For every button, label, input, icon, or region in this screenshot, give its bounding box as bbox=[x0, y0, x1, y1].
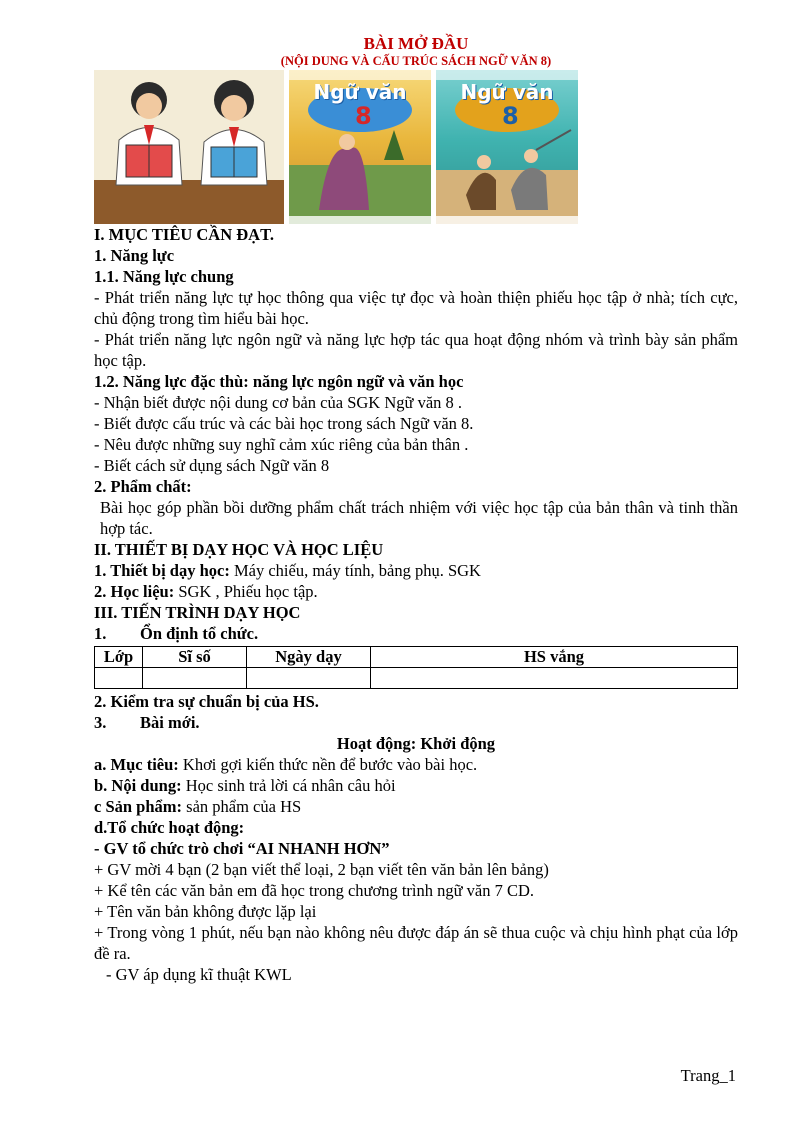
table-header-cell: Sĩ số bbox=[143, 647, 247, 668]
label: b. Nội dung: bbox=[94, 776, 182, 795]
table-row bbox=[95, 668, 738, 689]
table-cell bbox=[247, 668, 371, 689]
cover-number: 8 bbox=[502, 102, 519, 130]
section-heading: I. MỤC TIÊU CẦN ĐẠT. bbox=[94, 225, 274, 244]
paragraph: - GV áp dụng kĩ thuật KWL bbox=[106, 965, 292, 984]
subsection-heading: - GV tổ chức trò chơi “AI NHANH HƠN” bbox=[94, 839, 390, 858]
paragraph: - Phát triển năng lực tự học thông qua việc tự đọc và hoàn thiện phiếu học tập ở nhà; tích cực, chủ động trong tìm hiểu bài học. bbox=[94, 288, 738, 328]
header-images bbox=[94, 70, 738, 224]
item-number: 3. bbox=[94, 713, 107, 732]
paragraph: - Nhận biết được nội dung cơ bản của SGK Ngữ văn 8 . bbox=[94, 393, 463, 412]
section-heading: II. THIẾT BỊ DẠY HỌC VÀ HỌC LIỆU bbox=[94, 540, 384, 559]
item-text: Bài mới. bbox=[140, 713, 200, 732]
subsection-heading: 2. Kiểm tra sự chuẩn bị của HS. bbox=[94, 692, 319, 711]
activity-title: Hoạt động: Khởi động bbox=[336, 734, 496, 753]
section-heading: III. TIẾN TRÌNH DẠY HỌC bbox=[94, 603, 301, 622]
paragraph: + Trong vòng 1 phút, nếu bạn nào không nêu được đáp án sẽ thua cuộc và chịu hình phạt của lớp đề ra. bbox=[94, 923, 738, 963]
textbook-cover-volume-1 bbox=[289, 70, 431, 224]
subsection-heading: 2. Phẩm chất: bbox=[94, 477, 192, 496]
label: 2. Học liệu: bbox=[94, 582, 175, 601]
item-number: 1. bbox=[94, 624, 107, 643]
cover-title: Ngữ văn bbox=[460, 80, 554, 104]
subsection-heading: 1.1. Năng lực chung bbox=[94, 267, 234, 286]
class-attendance-table bbox=[94, 646, 738, 689]
paragraph: Bài học góp phần bồi dưỡng phẩm chất trách nhiệm với việc học tập của bản thân và tinh thần hợp tác. bbox=[100, 498, 738, 538]
label: 1. Thiết bị dạy học: bbox=[94, 561, 230, 580]
subsection-heading: 1. Năng lực bbox=[94, 246, 175, 265]
text: Khơi gợi kiến thức nền để bước vào bài học. bbox=[178, 755, 478, 774]
paragraph: - Biết cách sử dụng sách Ngữ văn 8 bbox=[94, 456, 330, 475]
students-reading-illustration bbox=[94, 70, 284, 224]
paragraph: - Phát triển năng lực ngôn ngữ và năng lực hợp tác qua hoạt động nhóm và trình bày sản phẩm học tập. bbox=[94, 330, 738, 370]
paragraph: + Kể tên các văn bản em đã học trong chương trình ngữ văn 7 CD. bbox=[94, 881, 535, 900]
paragraph bbox=[94, 796, 738, 817]
table-header-cell: Ngày dạy bbox=[247, 647, 371, 668]
subsection-heading bbox=[94, 623, 738, 644]
label: c Sản phẩm: bbox=[94, 797, 183, 816]
paragraph bbox=[94, 775, 738, 796]
text: Học sinh trả lời cá nhân câu hỏi bbox=[181, 776, 396, 795]
textbook-cover-volume-2 bbox=[436, 70, 578, 224]
table-cell bbox=[95, 668, 143, 689]
table-cell bbox=[143, 668, 247, 689]
lesson-subtitle: (NỘI DUNG VÀ CẤU TRÚC SÁCH NGỮ VĂN 8) bbox=[280, 54, 552, 68]
paragraph: - Biết được cấu trúc và các bài học trong sách Ngữ văn 8. bbox=[94, 414, 474, 433]
paragraph bbox=[94, 560, 738, 581]
table-header-row bbox=[95, 647, 738, 668]
document-page bbox=[94, 34, 738, 985]
lesson-title: BÀI MỞ ĐẦU bbox=[363, 34, 469, 53]
cover-title: Ngữ văn bbox=[313, 80, 407, 104]
text: SGK , Phiếu học tập. bbox=[174, 582, 318, 601]
paragraph bbox=[94, 754, 738, 775]
cover-number: 8 bbox=[355, 102, 372, 130]
paragraph: + GV mời 4 bạn (2 bạn viết thể loại, 2 bạn viết tên văn bản lên bảng) bbox=[94, 860, 549, 879]
subsection-heading: d.Tổ chức hoạt động: bbox=[94, 818, 245, 837]
item-text: Ổn định tổ chức. bbox=[140, 624, 259, 643]
text: Máy chiếu, máy tính, bảng phụ. SGK bbox=[229, 561, 481, 580]
paragraph: - Nêu được những suy nghĩ cảm xúc riêng của bản thân . bbox=[94, 435, 469, 454]
page-number: Trang_1 bbox=[680, 1066, 736, 1085]
subsection-heading: 1.2. Năng lực đặc thù: năng lực ngôn ngữ và văn học bbox=[94, 372, 464, 391]
label: a. Mục tiêu: bbox=[94, 755, 179, 774]
text: sản phẩm của HS bbox=[182, 797, 302, 816]
table-cell bbox=[371, 668, 738, 689]
table-header-cell: HS vắng bbox=[371, 647, 738, 668]
subsection-heading bbox=[94, 712, 738, 733]
table-header-cell: Lớp bbox=[95, 647, 143, 668]
paragraph bbox=[94, 581, 738, 602]
paragraph: + Tên văn bản không được lặp lại bbox=[94, 902, 317, 921]
